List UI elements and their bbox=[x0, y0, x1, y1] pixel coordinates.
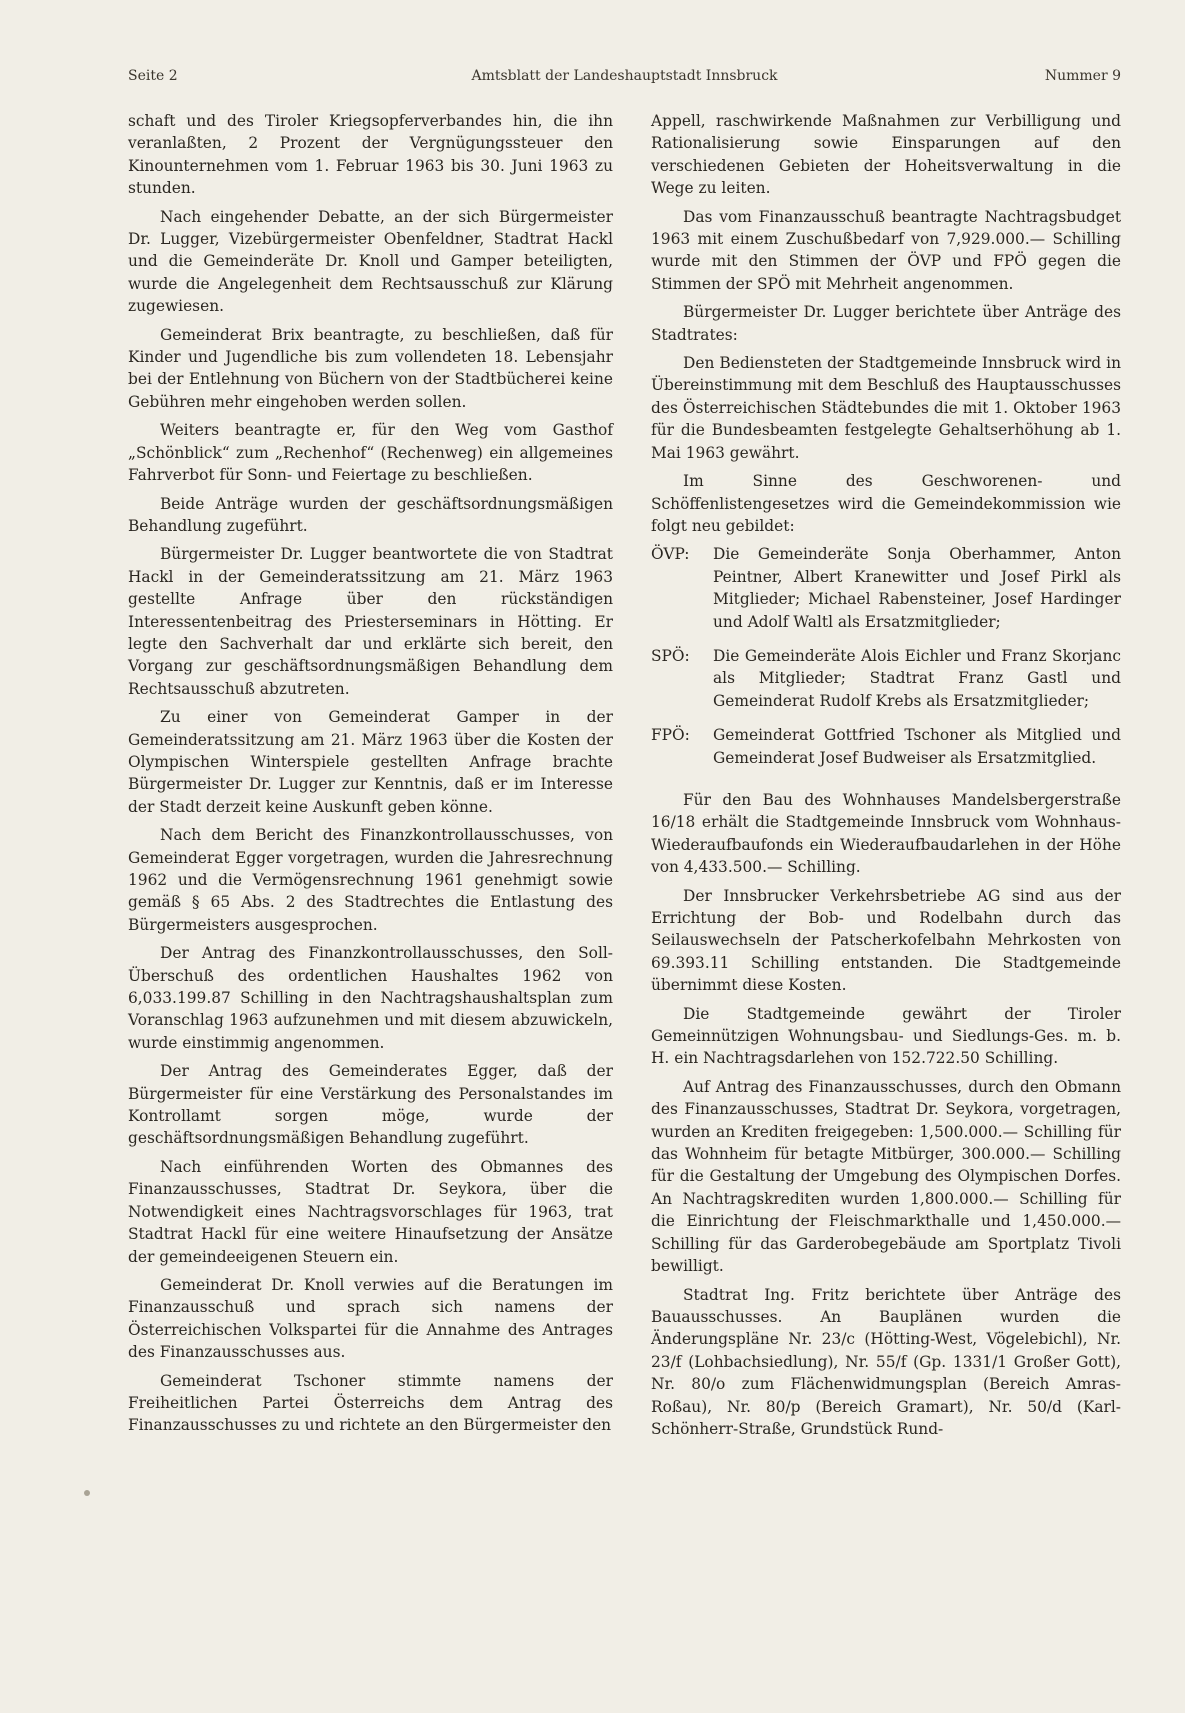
paragraph: Die Stadtgemeinde gewährt der Tiroler Gemeinnützigen Wohnungsbau- und Siedlungs-Ges. m. b. H. ein Nachtragsdarlehen von 152.722.50 Schilling. bbox=[651, 1004, 1121, 1068]
paragraph: Das vom Finanzausschuß beantragte Nachtragsbudget 1963 mit einem Zuschußbedarf von 7,929.000.— Schilling wurde mit den Stimmen der ÖVP und FPÖ gegen die Stimmen der SPÖ mit Mehrheit angenommen. bbox=[651, 207, 1121, 293]
paragraph: Der Antrag des Finanzkontrollausschusses, den Soll-Überschuß des ordentlichen Haushaltes 1962 von 6,033.199.87 Schilling in den Nachtragshaushaltsplan zum Voranschlag 1963 aufzunehmen und mit diesem abzuwickeln, wurde einstimmig angenommen. bbox=[128, 944, 613, 1052]
spacer bbox=[651, 781, 1121, 789]
paragraph: schaft und des Tiroler Kriegsopferverbandes hin, die ihn veranlaßten, 2 Prozent der Vergnügungssteuer den Kinounternehmen vom 1. Februar 1963 bis 30. Juni 1963 zu stunden. bbox=[128, 112, 613, 198]
paragraph: Beide Anträge wurden der geschäftsordnungsmäßigen Behandlung zugeführt. bbox=[128, 494, 613, 535]
party-members: Die Gemeinderäte Sonja Oberhammer, Anton Peintner, Albert Kranewitter und Josef Pirkl als Mitglieder; Michael Rabensteiner, Josef Hardinger und Adolf Waltl als Ersatzmitglieder; bbox=[713, 545, 1121, 631]
binding-hole-mark bbox=[84, 1490, 90, 1496]
party-entry-spo bbox=[651, 645, 1121, 712]
paragraph: Nach dem Bericht des Finanzkontrollausschusses, von Gemeinderat Egger vorgetragen, wurden die Jahresrechnung 1962 und die Vermögensrechnung 1961 genehmigt sowie gemäß § 65 Abs. 2 des Stadtrechtes die Entlastung des Bürgermeisters ausgesprochen. bbox=[128, 826, 613, 934]
party-abbreviation: ÖVP: bbox=[651, 545, 690, 564]
paragraph: Bürgermeister Dr. Lugger berichtete über Anträge des Stadtrates: bbox=[651, 303, 1121, 344]
party-abbreviation: FPÖ: bbox=[651, 726, 690, 745]
paragraph: Weiters beantragte er, für den Weg vom Gasthof „Schönblick“ zum „Rechenhof“ (Rechenweg) ein allgemeines Fahrverbot für Sonn- und Feiertage zu beschließen. bbox=[128, 421, 613, 485]
party-members: Die Gemeinderäte Alois Eichler und Franz Skorjanc als Mitglieder; Stadtrat Franz Gastl und Gemeinderat Rudolf Krebs als Ersatzmitglieder; bbox=[713, 646, 1121, 710]
paragraph: Zu einer von Gemeinderat Gamper in der Gemeinderatssitzung am 21. März 1963 über die Kosten der Olympischen Winterspiele gestellten Anfrage brachte Bürgermeister Dr. Lugger zur Kenntnis, daß er im Interesse der Stadt derzeit keine Auskunft geben könne. bbox=[128, 708, 613, 816]
party-members: Gemeinderat Gottfried Tschoner als Mitglied und Gemeinderat Josef Budweiser als Ersatzmitglied. bbox=[713, 726, 1121, 767]
publication-title: Amtsblatt der Landeshauptstadt Innsbruck bbox=[471, 68, 778, 84]
party-entry-fpo bbox=[651, 724, 1121, 769]
paragraph: Gemeinderat Brix beantragte, zu beschließen, daß für Kinder und Jugendliche bis zum vollendeten 18. Lebensjahr bei der Entlehnung von Büchern von der Stadtbücherei keine Gebühren mehr eingehoben werden sollen. bbox=[128, 325, 613, 411]
paragraph: Der Innsbrucker Verkehrsbetriebe AG sind aus der Errichtung der Bob- und Rodelbahn durch das Seilauswechseln der Patscherkofelbahn Mehrkosten von 69.393.11 Schilling entstanden. Die Stadtgemeinde übernimmt diese Kosten. bbox=[651, 886, 1121, 995]
paragraph: Den Bediensteten der Stadtgemeinde Innsbruck wird in Übereinstimmung mit dem Beschluß des Hauptausschusses des Österreichischen Städtebundes die mit 1. Oktober 1963 für die Bundesbeamten festgelegte Gehaltserhöhung ab 1. Mai 1963 gewährt. bbox=[651, 354, 1121, 462]
paragraph: Gemeinderat Dr. Knoll verwies auf die Beratungen im Finanzausschuß und sprach sich namens der Österreichischen Volkspartei für die Annahme des Antrages des Finanzausschusses aus. bbox=[128, 1275, 613, 1362]
paragraph: Stadtrat Ing. Fritz berichtete über Anträge des Bauausschusses. An Bauplänen wurden die Änderungspläne Nr. 23/c (Hötting-West, Vögelebichl), Nr. 23/f (Lohbachsiedlung), Nr. 55/f (Gp. 1331/1 Großer Gott), Nr. 80/o zum Flächenwidmungsplan (Bereich Amras-Roßau), Nr. 80/p (Bereich Gramart), Nr. 50/d (Karl-Schönherr-Straße, Grundstück Rund- bbox=[651, 1285, 1121, 1438]
paragraph: Appell, raschwirkende Maßnahmen zur Verbilligung und Rationalisierung sowie Einsparungen auf den verschiedenen Gebieten der Hoheitsverwaltung in die Wege zu leiten. bbox=[651, 112, 1121, 198]
left-column bbox=[128, 110, 613, 1443]
paragraph: Im Sinne des Geschworenen- und Schöffenlistengesetzes wird die Gemeindekommission wie folgt neu gebildet: bbox=[651, 472, 1121, 535]
paragraph: Auf Antrag des Finanzausschusses, durch den Obmann des Finanzausschusses, Stadtrat Dr. Seykora, vorgetragen, wurden an Krediten freigegeben: 1,500.000.— Schilling für das Wohnheim für betagte Mitbürger, 300.000.— Schilling für die Gestaltung der Umgebung des Olympischen Dorfes. An Nachtragskrediten wurden 1,800.000.— Schilling für die Einrichtung der Fleischmarkthalle und 1,450.000.— Schilling für das Garderobegebäude am Sportplatz Tivoli bewilligt. bbox=[651, 1077, 1121, 1276]
page-header bbox=[128, 68, 1121, 92]
paragraph: Gemeinderat Tschoner stimmte namens der Freiheitlichen Partei Österreichs dem Antrag des Finanzausschusses zu und richtete an den Bürgermeister den bbox=[128, 1371, 613, 1435]
paragraph: Der Antrag des Gemeinderates Egger, daß der Bürgermeister für eine Verstärkung des Personalstandes im Kontrollamt sorgen möge, wurde der geschäftsordnungsmäßigen Behandlung zugeführt. bbox=[128, 1062, 613, 1148]
issue-number: Nummer 9 bbox=[1044, 68, 1121, 84]
paragraph: Für den Bau des Wohnhauses Mandelsbergerstraße 16/18 erhält die Stadtgemeinde Innsbruck vom Wohnhaus-Wiederaufbaufonds ein Wiederaufbaudarlehen in der Höhe von 4,433.500.— Schilling. bbox=[651, 790, 1121, 877]
page-number: Seite 2 bbox=[128, 68, 178, 84]
party-abbreviation: SPÖ: bbox=[651, 646, 690, 665]
party-entry-ovp bbox=[651, 543, 1121, 633]
paragraph: Nach einführenden Worten des Obmannes des Finanzausschusses, Stadtrat Dr. Seykora, über die Notwendigkeit eines Nachtragsvorschlages für 1963, trat Stadtrat Hackl für eine weitere Hinaufsetzung der Ansätze der gemeindeeigenen Steuern ein. bbox=[128, 1157, 613, 1266]
paragraph: Nach eingehender Debatte, an der sich Bürgermeister Dr. Lugger, Vizebürgermeister Obenfeldner, Stadtrat Hackl und die Gemeinderäte Dr. Knoll und Gamper beteiligten, wurde die Angelegenheit dem Rechtsausschuß zur Klärung zugewiesen. bbox=[128, 207, 613, 316]
right-column bbox=[651, 110, 1121, 1446]
paragraph: Bürgermeister Dr. Lugger beantwortete die von Stadtrat Hackl in der Gemeinderatssitzung am 21. März 1963 gestellte Anfrage über den rückständigen Interessentenbeitrag des Priesterseminars in Hötting. Er legte den Sachverhalt dar und erklärte sich bereit, den Vorgang zur geschäftsordnungsmäßigen Behandlung dem Rechtsausschuß abzutreten. bbox=[128, 545, 613, 698]
